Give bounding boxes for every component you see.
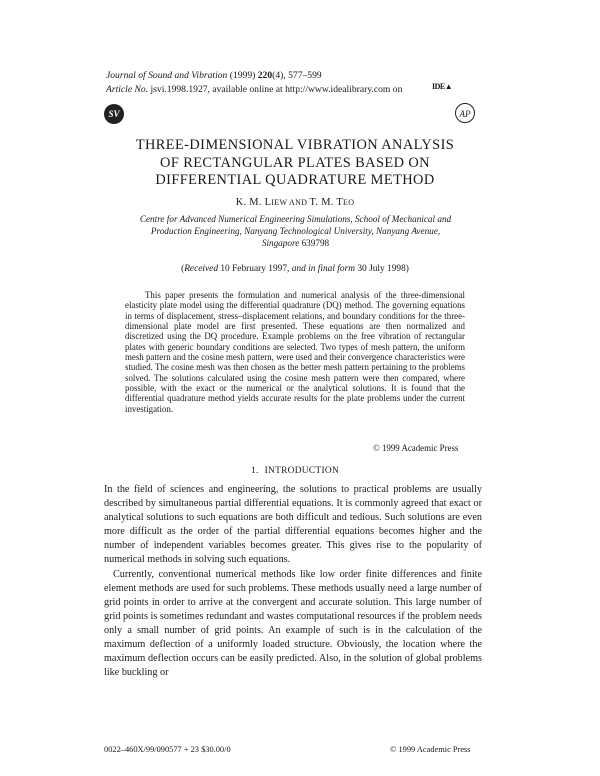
journal-volume: 220	[257, 70, 273, 81]
journal-issue-pages: (4), 577–599	[272, 70, 322, 81]
footer-copyright: © 1999 Academic Press	[390, 745, 471, 754]
footer-code: 0022–460X/99/090577 + 23 $30.00/0	[104, 745, 231, 754]
title-line-3: DIFFERENTIAL QUADRATURE METHOD	[155, 172, 435, 189]
journal-year: (1999)	[229, 70, 256, 81]
body-text	[104, 483, 482, 680]
sv-logo: SV	[104, 104, 124, 124]
paragraph-2: Currently, conventional numerical methods like low order finite differences and finite element methods are used for such problems. These methods usually need a large number of grid points in order to arrive at the convergent and accurate solution. This large number of grid points is sometimes redundant and wastes computational resources if the problem needs only a small number of grid points. An example of such is in the calculation of the maximum deflection of a uniformly loaded structure. Obviously, the location where the maximum deflection occurs can be easily predicted. Also, in the solution of global problems like buckling or	[104, 568, 482, 679]
title-line-1: THREE-DIMENSIONAL VIBRATION ANALYSIS	[135, 137, 455, 153]
abstract-copyright: © 1999 Academic Press	[373, 443, 459, 453]
affiliation: Centre for Advanced Numerical Engineering Simulations, School of Mechanical and Production Engineering, Nanyang Technological University, Nanyang Avenue, Singapore 639798	[139, 214, 452, 248]
journal-name: Journal of Sound and Vibration	[106, 70, 228, 81]
ideal-arrow-icon: ▲	[444, 82, 453, 91]
ap-logo: AP	[455, 103, 475, 123]
section-heading: 1. INTRODUCTION	[250, 466, 340, 476]
paragraph-1: In the field of sciences and engineering, the solutions to practical problems are usually described by simultaneous partial differential equations. It is commonly agreed that exact or analytical solutions to such equations are both difficult and tedious. Such solutions are even more difficult as the order of the partial differential equations becomes higher and the number of independent variables becomes greater. This gives rise to the popularity of numerical methods in solving such equations.	[104, 484, 482, 566]
title-line-2: OF RECTANGULAR PLATES BASED ON	[160, 154, 430, 171]
abstract	[125, 290, 465, 414]
authors: K. M. LIEW AND T. M. TEO	[235, 197, 355, 208]
abstract-text: This paper presents the formulation and numerical analysis of the three-dimensional elasticity plate model using the differential quadrature (DQ) method. The governing equations in terms of displacement, stress–displacement relations, and boundary conditions for the three-dimensional plate model are first presented. These equations are then normalized and discretized using the DQ procedure. Example problems on the free vibration of rectangular plates with generic boundary conditions are selected. Two types of mesh pattern, the uniform mesh pattern and the cosine mesh pattern, were used and their convergence characteristics were studied. The cosine mesh was then chosen as the better mesh pattern pertaining to the problems solved. The solutions calculated using the cosine mesh pattern were then compared, where possible, with the exact or the numerical or the analytical solutions. It is found that the differential quadrature method yields accurate results for the plate problems under the current investigation.	[125, 290, 465, 414]
journal-citation-line	[106, 69, 506, 83]
article-info[interactable]: jsvi.1998.1927, available online at http://www.idealibrary.com on	[150, 83, 403, 95]
article-label: Article No.	[106, 83, 149, 95]
ideal-logo: IDE▲	[432, 82, 453, 91]
paper-title	[100, 137, 490, 190]
received-dates: (Received 10 February 1997, and in final form 30 July 1998)	[181, 264, 409, 274]
